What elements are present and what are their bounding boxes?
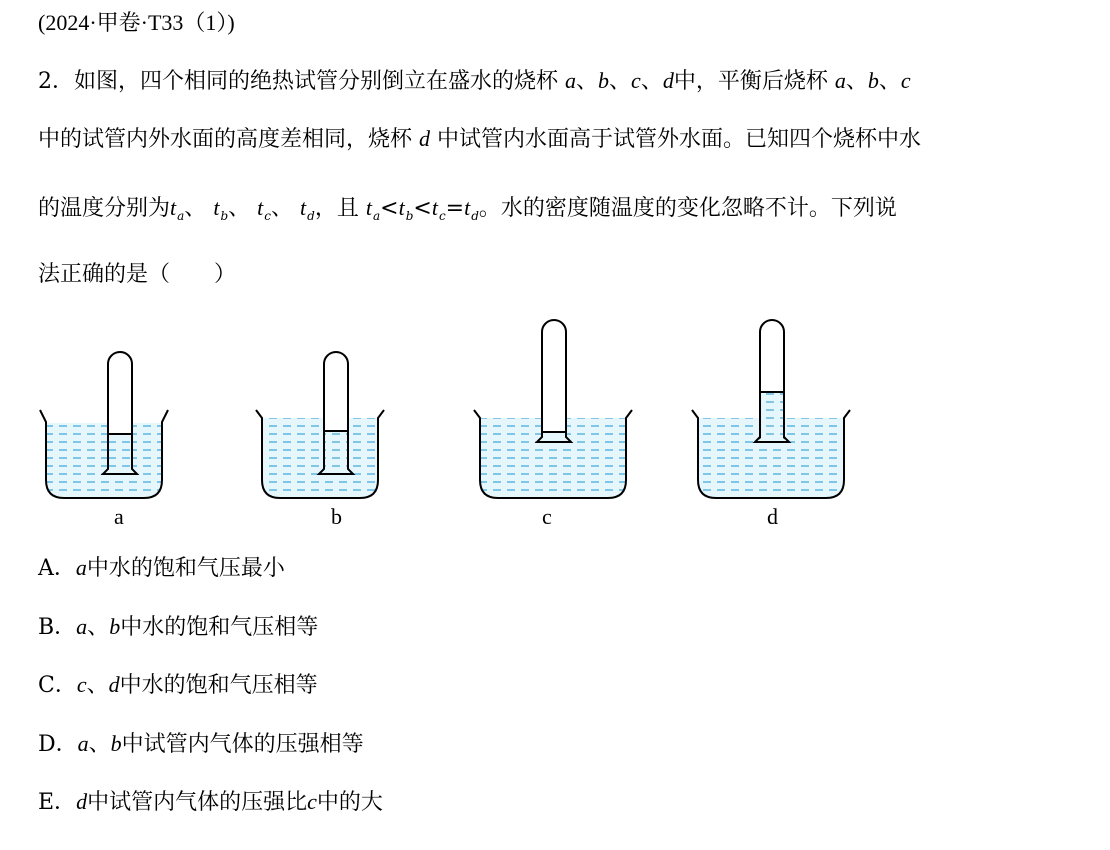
beaker-label-b: b [331, 504, 342, 529]
option-letter: A． [38, 556, 76, 581]
separator: 、 [88, 732, 111, 757]
separator: 、 [845, 69, 868, 94]
var-a: a [834, 68, 846, 93]
option-e [38, 787, 383, 818]
option-letter: E． [38, 790, 77, 815]
temp-symbol: t [257, 195, 264, 220]
option-d [38, 729, 364, 760]
separator: 、 [640, 69, 663, 94]
var-b: b [598, 68, 610, 93]
beaker-label-c: c [542, 504, 552, 529]
var-d: d [419, 126, 431, 151]
var-a: a [565, 68, 577, 93]
question-text: 的温度分别为 [38, 196, 171, 221]
option-text: 中的大 [316, 790, 383, 815]
beaker-figure [30, 310, 870, 535]
temp-symbol: t [398, 195, 405, 220]
option-letter: B． [38, 615, 77, 640]
equals: = [445, 196, 465, 221]
temp-symbol: t [170, 195, 177, 220]
question-number: 2． [38, 69, 74, 94]
separator: 、 [87, 615, 110, 640]
temp-subscript: a [372, 209, 381, 223]
option-var: c [76, 672, 87, 697]
question-text: 中，平衡后烧杯 [673, 69, 828, 94]
separator: 、 [609, 69, 632, 94]
temp-subscript: c [264, 209, 271, 223]
var-c: c [631, 68, 641, 93]
separator: 、 [271, 196, 294, 221]
beaker-a [40, 352, 168, 498]
beaker-d [692, 320, 850, 498]
temp-subscript: b [405, 209, 414, 223]
question-line-4 [38, 260, 236, 290]
separator: 、 [184, 196, 207, 221]
option-var: a [76, 614, 88, 639]
less-than: < [413, 196, 432, 221]
option-var: d [108, 672, 120, 697]
option-var: c [307, 789, 317, 814]
option-var: d [76, 789, 88, 814]
option-letter: C． [38, 673, 77, 698]
question-text: 如图，四个相同的绝热试管分别倒立在盛水的烧杯 [74, 69, 559, 94]
option-b [38, 612, 318, 643]
temp-symbol: t [300, 195, 307, 220]
beaker-b [256, 352, 384, 498]
question-source: (2024·甲卷·T33（1）) [38, 10, 235, 35]
option-text: 中水的饱和气压相等 [120, 615, 319, 640]
test-tube-a [108, 352, 132, 434]
temp-subscript: c [438, 209, 446, 223]
option-var: a [75, 555, 87, 580]
temp-symbol: t [431, 195, 438, 220]
test-tube-c [542, 320, 566, 432]
option-text: 中水的饱和气压最小 [86, 556, 285, 581]
separator: 、 [228, 196, 251, 221]
option-var: b [109, 614, 121, 639]
option-c [38, 670, 318, 701]
less-than: < [380, 196, 399, 221]
option-var: b [110, 731, 122, 756]
test-tube-b [324, 352, 348, 431]
option-a [38, 553, 285, 584]
question-line-3 [38, 193, 897, 226]
temp-symbol: t [365, 195, 372, 220]
option-text: 中试管内气体的压强比 [87, 790, 308, 815]
temp-subscript: b [220, 209, 229, 223]
separator: 、 [86, 673, 109, 698]
question-text: 中试管内水面高于试管外水面。已知四个烧杯中水 [437, 127, 922, 152]
separator: 、 [878, 69, 901, 94]
option-text: 中水的饱和气压相等 [119, 673, 318, 698]
var-d: d [662, 68, 674, 93]
beaker-label-d: d [767, 504, 778, 529]
separator: 、 [576, 69, 599, 94]
temp-symbol: t [464, 195, 471, 220]
option-letter: D． [38, 732, 78, 757]
question-text: 法正确的是（ ） [38, 262, 237, 287]
temp-subscript: d [307, 209, 315, 223]
question-line-2 [38, 124, 921, 155]
option-text: 中试管内气体的压强相等 [121, 732, 364, 757]
question-text: 。水的密度随温度的变化忽略不计。下列说 [478, 196, 897, 221]
var-c: c [900, 68, 911, 93]
beaker-c [474, 320, 632, 498]
temp-subscript: d [471, 209, 479, 223]
beaker-label-a: a [114, 504, 124, 529]
question-text: 中的试管内外水面的高度差相同，烧杯 [38, 127, 413, 152]
question-text: ，且 [314, 196, 359, 221]
var-b: b [867, 68, 879, 93]
temp-subscript: a [177, 209, 185, 223]
option-var: a [77, 731, 89, 756]
temp-symbol: t [213, 195, 220, 220]
question-line-1 [38, 66, 911, 97]
